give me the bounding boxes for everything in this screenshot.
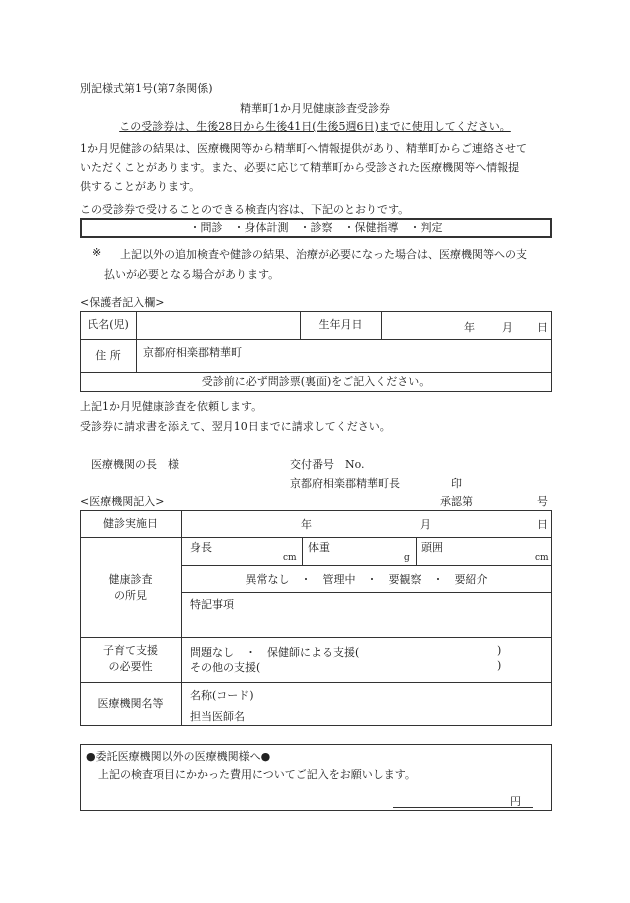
non-contracted-heading: ●委託医療機関以外の医療機関様へ● <box>86 750 271 763</box>
exam-items: ・問診 ・身体計測 ・診察 ・保健指導 ・判定 <box>189 221 443 234</box>
judgement-options[interactable]: 異常なし ・ 管理中 ・ 要観察 ・ 要紹介 <box>245 573 488 586</box>
remarks-label: 特記事項 <box>190 598 234 611</box>
weight-unit: g <box>404 553 410 563</box>
exam-items-box <box>80 218 552 238</box>
support-label-line-1: 子育て支援 <box>103 644 158 657</box>
issue-number-label: 交付番号 No. <box>290 458 365 471</box>
approval-suffix: 号 <box>537 495 548 508</box>
institution-code-label: 名称(コード) <box>190 689 254 702</box>
intro-line-2: いただくことがあります。また、必要に応じて精華町から受診された医療機関等へ情報提 <box>80 161 520 174</box>
height-unit: cm <box>283 553 297 563</box>
support-options-2[interactable]: その他の支援( <box>190 661 261 674</box>
guardian-section-label: <保護者記入欄> <box>80 296 165 309</box>
birth-month-label: 月 <box>502 321 513 334</box>
child-name-field[interactable] <box>140 311 296 339</box>
head-label: 頭囲 <box>421 541 443 554</box>
institution-section-label: <医療機関記入> <box>80 495 165 508</box>
request-line-1: 上記1か月児健康診査を依頼します。 <box>80 400 263 413</box>
doctor-name-label: 担当医師名 <box>190 710 245 723</box>
findings-label <box>80 572 181 604</box>
support-paren-2: ) <box>497 659 502 672</box>
birthdate-label: 生年月日 <box>318 318 363 331</box>
issuer-name: 京都府相楽郡精華町長 <box>290 477 400 490</box>
exam-date-label: 健診実施日 <box>103 517 158 530</box>
exam-year-label: 年 <box>301 518 312 531</box>
exam-contents-intro: この受診券で受けることのできる検査内容は、下記のとおりです。 <box>80 203 410 216</box>
birth-day-label: 日 <box>537 321 548 334</box>
weight-label: 体重 <box>308 541 330 554</box>
head-unit: cm <box>535 553 549 563</box>
intro-line-3: 供することがあります。 <box>80 180 201 193</box>
page-title: 精華町1か月児健康診査受診券 <box>240 102 390 115</box>
exam-day-label: 日 <box>537 518 548 531</box>
support-options-1[interactable]: 問題なし ・ 保健師による支援( <box>190 646 360 659</box>
support-label-line-2: の必要性 <box>108 660 153 673</box>
birth-year-label: 年 <box>464 321 475 334</box>
address-field[interactable]: 京都府相楽郡精華町 <box>143 346 242 359</box>
exam-month-label: 月 <box>420 518 431 531</box>
support-paren-1: ) <box>497 644 502 657</box>
yen-label: 円 <box>510 795 521 808</box>
address-label: 住 所 <box>95 349 121 362</box>
seal-mark: 印 <box>451 477 462 490</box>
request-line-2: 受診券に請求書を添えて、翌月10日までに請求してください。 <box>80 420 391 433</box>
addressee: 医療機関の長 様 <box>91 458 179 471</box>
findings-label-line-1: 健康診査 <box>108 573 153 586</box>
child-name-label: 氏名(児) <box>87 318 129 331</box>
support-label <box>80 643 181 675</box>
note-mark: ※ <box>92 246 102 259</box>
height-label: 身長 <box>190 541 212 554</box>
institution-name-label: 医療機関名等 <box>97 697 164 710</box>
findings-label-line-2: の所見 <box>114 589 147 602</box>
intro-line-1: 1か月児健診の結果は、医療機関等から精華町へ情報提供があり、精華町からご連絡させて <box>80 142 527 155</box>
non-contracted-body: 上記の検査項目にかかった費用についてご記入をお願いします。 <box>98 768 416 781</box>
form-number: 別記様式第1号(第7条関係) <box>80 82 213 95</box>
questionnaire-notice: 受診前に必ず問診票(裏面)をご記入ください。 <box>201 375 431 388</box>
note-line-2: 払いが必要となる場合があります。 <box>104 268 280 281</box>
note-line-1: 上記以外の追加検査や健診の結果、治療が必要になった場合は、医療機関等への支 <box>120 248 527 261</box>
validity-notice: この受診券は、生後28日から生後41日(生後5週6日)までに使用してください。 <box>119 120 511 133</box>
approval-label: 承認第 <box>440 495 473 508</box>
